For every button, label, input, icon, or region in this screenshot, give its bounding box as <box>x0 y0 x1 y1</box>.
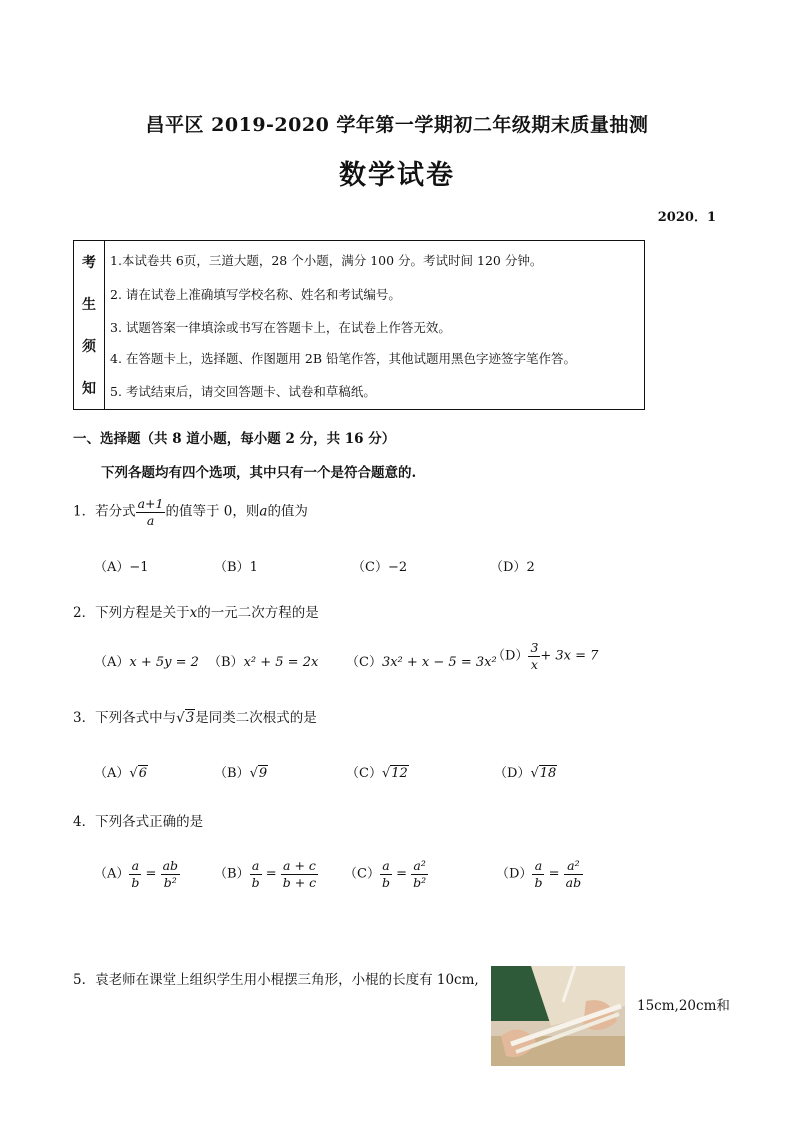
option-b: （B）x² + 5 = 2x <box>208 655 319 670</box>
question-2 <box>73 601 319 621</box>
question-1-fraction <box>136 496 166 528</box>
subject-title: 数学试卷 <box>339 160 455 191</box>
question-3 <box>73 706 317 726</box>
question-1 <box>73 496 308 528</box>
notice-label-char: 生 <box>82 297 96 313</box>
question-3-prefix: 3．下列各式中与 <box>73 710 177 726</box>
option-c: （C） $\frac{a}{b}$ = $\frac{\text{a²}}{\text{b²}}$ <box>344 858 427 890</box>
option-d: （D）2 <box>490 560 535 575</box>
question-5: 5．袁老师在课堂上组织学生用小棍摆三角形，小棍的长度有 10cm, <box>73 972 479 988</box>
question-2-var: x <box>189 605 198 621</box>
option-a: （A）x + 5y = 2 <box>94 655 199 670</box>
fraction-denominator: a <box>146 512 155 528</box>
exam-notice-box <box>73 240 645 410</box>
question-5-continuation: 15cm,20cm和 <box>637 998 730 1014</box>
notice-label-char: 知 <box>82 381 96 397</box>
option-d: （D） $\frac{3}{x}$ + 3x = 7 <box>492 640 599 672</box>
question-1-prefix: 1．若分式 <box>73 503 136 520</box>
exam-title: 昌平区 2019-2020 学年第一学期初二年级期末质量抽测 <box>145 114 649 136</box>
option-d: （D） $\frac{a}{b}$ = $\frac{\text{a²}}{ab}$ <box>496 858 582 890</box>
option-b: （B）1 <box>214 560 258 575</box>
option-c: （C）−2 <box>352 560 408 575</box>
notice-item: 4. 在答题卡上，选择题、作图题用 2B 铅笔作答，其他试题用黑色字迹签字笔作答。 <box>110 351 576 366</box>
option-a: （A） $\frac{a}{b}$ = $\frac{ab}{\text{b²}}$ <box>94 858 179 890</box>
notice-item: 3. 试题答案一律填涂或书写在答题卡上，在试卷上作答无效。 <box>110 320 451 335</box>
question-2-suffix: 的一元二次方程的是 <box>197 605 319 621</box>
option-a: （A）−1 <box>94 560 149 575</box>
sticks-photo-illustration <box>491 966 625 1066</box>
notice-item: 2. 请在试卷上准确填写学校名称、姓名和考试编号。 <box>110 287 401 302</box>
option-d: （D）√18 <box>494 766 557 781</box>
option-b: （B）√9 <box>214 766 268 781</box>
question-2-prefix: 2．下列方程是关于 <box>73 605 190 621</box>
option-a: （A）√6 <box>94 766 147 781</box>
sqrt-expression: √3 <box>176 710 195 726</box>
section-instruction: 下列各题均有四个选项，其中只有一个是符合题意的. <box>101 465 417 481</box>
fraction-numerator: a+1 <box>137 496 164 511</box>
question-4: 4．下列各式正确的是 <box>73 814 204 830</box>
option-c: （C）√12 <box>346 766 408 781</box>
option-c: （C）3x² + x − 5 = 3x² <box>346 655 497 670</box>
notice-item: 5. 考试结束后，请交回答题卡、试卷和草稿纸。 <box>110 384 376 399</box>
question-3-suffix: 是同类二次根式的是 <box>195 710 317 726</box>
question-1-suffix: 的值等于 0，则 <box>165 503 260 520</box>
notice-label-char: 考 <box>82 255 96 271</box>
question-1-suffix: 的值为 <box>267 503 308 520</box>
section-heading: 一、选择题（共 8 道小题，每小题 2 分，共 16 分） <box>73 431 396 447</box>
notice-label <box>74 241 105 409</box>
notice-label-char: 须 <box>82 339 96 355</box>
option-b: （B） $\frac{a}{b}$ = $\frac{a + c}{b + c}$ <box>214 858 317 890</box>
sticks-photo <box>491 966 625 1066</box>
notice-item: 1.本试卷共 6页，三道大题，28 个小题，满分 100 分。考试时间 120 分钟。 <box>110 253 543 268</box>
exam-date: 2020．1 <box>657 210 716 225</box>
question-1-var: a <box>259 503 268 520</box>
